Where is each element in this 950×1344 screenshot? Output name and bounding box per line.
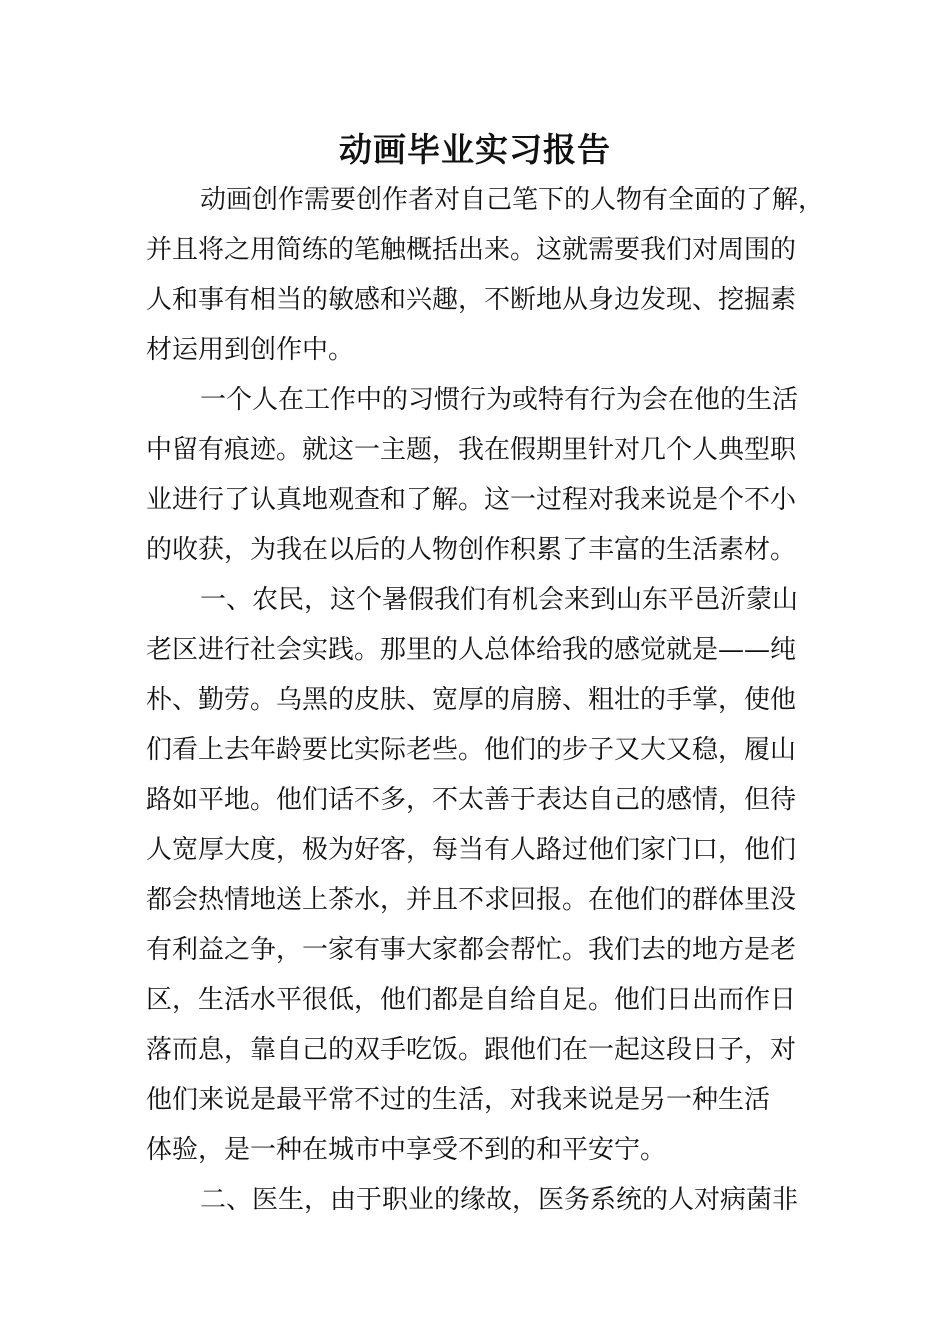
paragraph-line: 动画创作需要创作者对自己笔下的人物有全面的了解， — [200, 185, 825, 215]
paragraph-line: 二、医生，由于职业的缘故，医务系统的人对病菌非 — [200, 1185, 799, 1215]
paragraph-line: 路如平地。他们话不多，不太善于表达自己的感情，但待 — [146, 785, 797, 815]
document-title: 动画毕业实习报告 — [339, 130, 611, 169]
paragraph-line: 老区进行社会实践。那里的人总体给我的感觉就是——纯 — [146, 635, 797, 665]
paragraph-line: 们看上去年龄要比实际老些。他们的步子又大又稳，履山 — [146, 735, 797, 765]
paragraph-line: 有利益之争，一家有事大家都会帮忙。我们去的地方是老 — [146, 935, 797, 965]
paragraph-line: 一个人在工作中的习惯行为或特有行为会在他的生活 — [200, 385, 799, 415]
paragraph-line: 都会热情地送上茶水，并且不求回报。在他们的群体里没 — [146, 885, 797, 915]
paragraph-line: 落而息，靠自己的双手吃饭。跟他们在一起这段日子，对 — [146, 1035, 797, 1065]
paragraph-line: 的收获，为我在以后的人物创作积累了丰富的生活素材。 — [146, 535, 797, 565]
paragraph-line: 体验，是一种在城市中享受不到的和平安宁。 — [146, 1135, 667, 1165]
paragraph-line: 并且将之用简练的笔触概括出来。这就需要我们对周围的 — [146, 235, 797, 265]
paragraph-line: 业进行了认真地观查和了解。这一过程对我来说是个不小 — [146, 485, 797, 515]
paragraph-line: 中留有痕迹。就这一主题，我在假期里针对几个人典型职 — [146, 435, 797, 465]
paragraph-line: 区，生活水平很低，他们都是自给自足。他们日出而作日 — [146, 985, 797, 1015]
paragraph-line: 朴、勤劳。乌黑的皮肤、宽厚的肩膀、粗壮的手掌，使他 — [146, 685, 797, 715]
paragraph-line: 材运用到创作中。 — [146, 335, 355, 365]
paragraph-line: 一、农民，这个暑假我们有机会来到山东平邑沂蒙山 — [200, 585, 799, 615]
paragraph-line: 人宽厚大度，极为好客，每当有人路过他们家门口，他们 — [146, 835, 797, 865]
paragraph-line: 人和事有相当的敏感和兴趣，不断地从身边发现、挖掘素 — [146, 285, 797, 315]
paragraph-line: 他们来说是最平常不过的生活，对我来说是另一种生活 — [146, 1085, 771, 1115]
